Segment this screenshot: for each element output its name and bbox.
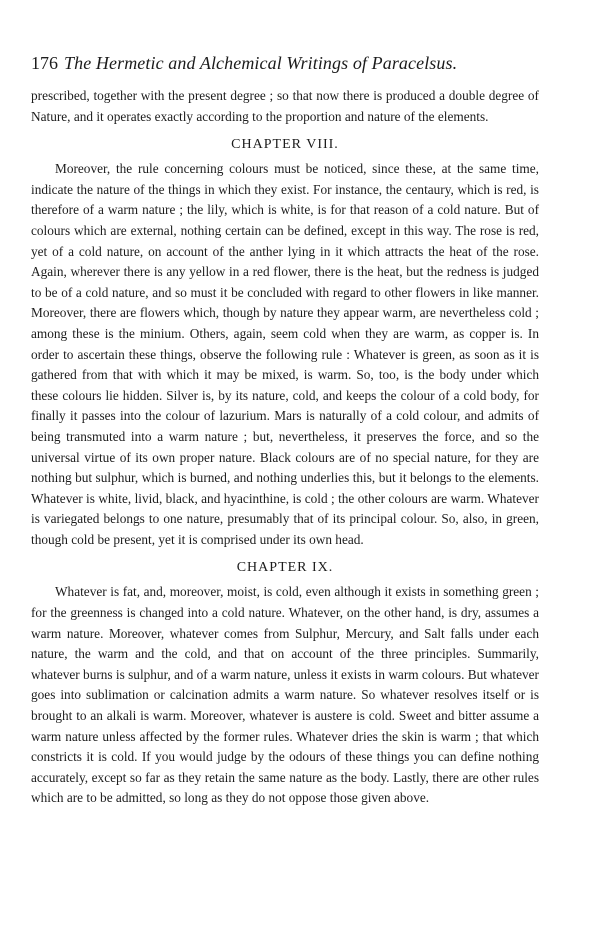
page-number: 176	[31, 53, 58, 73]
running-head	[31, 52, 539, 74]
chapter-8-heading: CHAPTER VIII.	[231, 137, 339, 153]
chapter-9-heading: CHAPTER IX.	[236, 560, 334, 576]
chapter-9-body: Whatever is fat, and, moreover, moist, is cold, even although it exists in something green ; for the greenness is changed into a cold nature. Whatever, on the other hand, is dry, assumes a warm nature. Moreover, whatever comes from Sulphur, Mercury, and Salt falls under each nature, the warm and the cold, and that on account of the three principles. Summarily, whatever burns is sulphur, and of a warm nature, unless it exists in warm colours. But whatever goes into sublimation or calcination admits a warm nature. So whatever resolves itself or is brought to an alkali is warm. Moreover, whatever is austere is cold. Sweet and bitter assume a warm nature unless affected by the former rules. Whatever dries the skin is warm ; that which constricts it is cold. If you would judge by the odours of these things you can define nothing accurately, except so far as they retain the same nature as the body. Lastly, there are other rules which are to be admitted, so long as they do not oppose those given above.	[31, 584, 539, 806]
book-page	[31, 52, 539, 809]
running-title: The Hermetic and Alchemical Writings of Paracelsus.	[64, 53, 458, 73]
opening-paragraph: prescribed, together with the present degree ; so that now there is produced a double degree of Nature, and it operates exactly according to the proportion and nature of the elements.	[31, 88, 539, 124]
chapter-8-body: Moreover, the rule concerning colours must be noticed, since these, at the same time, indicate the nature of the things in which they exist. For instance, the centaury, which is red, is therefore of a warm nature ; the lily, which is white, is for that reason of a cold nature. But of colours which are external, nothing certain can be defined, except in this way. The rose is red, yet of a cold nature, on account of the anther lying in it which attracts the heat of the rose. Again, wherever there is any yellow in a red flower, there is the heat, but the redness is judged to be of a cold nature, and so must it be concluded with regard to other flowers in like manner. Moreover, there are flowers which, though by nature they appear warm, are nevertheless cold ; among these is the minium. Others, again, seem cold when they are warm, as copper is. In order to ascertain these things, observe the following rule : Whatever is green, as soon as it is gathered from that with which it may be mixed, is warm. So, too, is the body under which these colours lie hidden. Silver is, by its nature, cold, and keeps the colour of a cold body, for finally it passes into the colour of lazurium. Mars is naturally of a cold colour, and admits of being transmuted into a warm nature ; but, nevertheless, it preserves the force, and so the universal virtue of its own proper nature. Black colours are of no special nature, for they are nothing but sulphur, which is burned, and nothing underlies this, but it belongs to the elements. Whatever is white, livid, black, and hyacinthine, is cold ; the other colours are warm. Whatever is variegated belongs to one nature, presumably that of its principal colour. So, also, in green, though cold be present, yet it is comprised under its own head.	[31, 161, 539, 547]
